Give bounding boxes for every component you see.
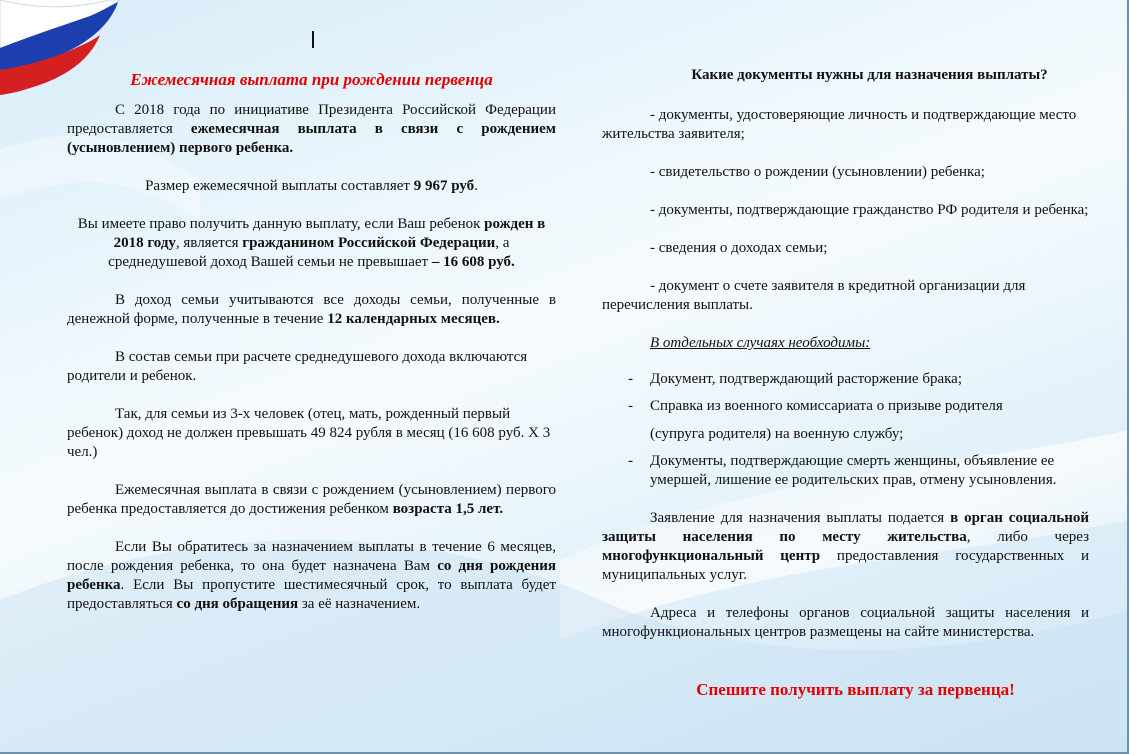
case-item: (супруга родителя) на военную службу; <box>650 426 904 442</box>
doc-item: - сведения о доходах семьи; <box>650 240 828 256</box>
right-title: Какие документы нужны для назначения выплаты? <box>691 67 1048 83</box>
doc-item: - документы, удостоверяющие личность и подтверждающие место жительства заявителя; <box>602 107 1077 142</box>
final-call: Спешите получить выплату за первенца! <box>696 680 1015 699</box>
case-item: - Справка из военного комиссариата о призыве родителя <box>602 397 1089 416</box>
cases-heading: В отдельных случаях необходимы: <box>650 335 871 351</box>
paragraph-example: Так, для семьи из 3-х человек (отец, мать, рожденный первый ребенок) доход не должен превышать 49 824 рубля в месяц (16 608 руб. Х 3 чел.) <box>67 406 551 460</box>
paragraph-deadline: Если Вы обратитесь за назначением выплаты в течение 6 месяцев, после рождения ребенка, то она будет назначена Вам со дня рождения ребенка. Если Вы пропустите шестимесячный срок, то выплата будет предоставляться со дня обращения за её назначением. <box>67 539 556 612</box>
left-title: Ежемесячная выплата при рождении первенца <box>130 70 493 89</box>
case-item: - Документ, подтверждающий расторжение брака; <box>602 370 1089 389</box>
paragraph-family: В состав семьи при расчете среднедушевого дохода включаются родители и ребенок. <box>67 349 528 384</box>
doc-item: - свидетельство о рождении (усыновлении) ребенка; <box>650 164 985 180</box>
case-item: - Документы, подтверждающие смерть женщины, объявление ее умершей, лишение ее родительских прав, отмену усыновления. <box>602 452 1089 490</box>
paragraph-initiative: С 2018 года по инициативе Президента Российской Федерации предоставляется ежемесячная выплата в связи с рождением (усыновлением) первого ребенка. <box>67 102 556 156</box>
paragraph-addresses: Адреса и телефоны органов социальной защиты населения и многофункциональных центров размещены на сайте министерства. <box>602 605 1089 640</box>
doc-item: - документы, подтверждающие гражданство РФ родителя и ребенка; <box>650 202 1089 218</box>
paragraph-duration: Ежемесячная выплата в связи с рождением (усыновлением) первого ребенка предоставляется до достижения ребенком возраста 1,5 лет. <box>67 482 556 517</box>
paragraph-amount: Размер ежемесячной выплаты составляет 9 967 руб. <box>145 178 478 194</box>
doc-item: - документ о счете заявителя в кредитной организации для перечисления выплаты. <box>602 278 1026 313</box>
paragraph-income: В доход семьи учитываются все доходы семьи, полученные в денежной форме, полученные в течение 12 календарных месяцев. <box>67 292 556 327</box>
paragraph-eligibility: Вы имеете право получить данную выплату, если Ваш ребенок рожден в 2018 году, является гражданином Российской Федерации, а среднедушевой доход Вашей семьи не превышает – 16 608 руб. <box>77 216 546 270</box>
paragraph-apply: Заявление для назначения выплаты подается в орган социальной защиты населения по месту жительства, либо через многофункциональный центр предоставления государственных и муниципальных услуг. <box>602 510 1090 583</box>
